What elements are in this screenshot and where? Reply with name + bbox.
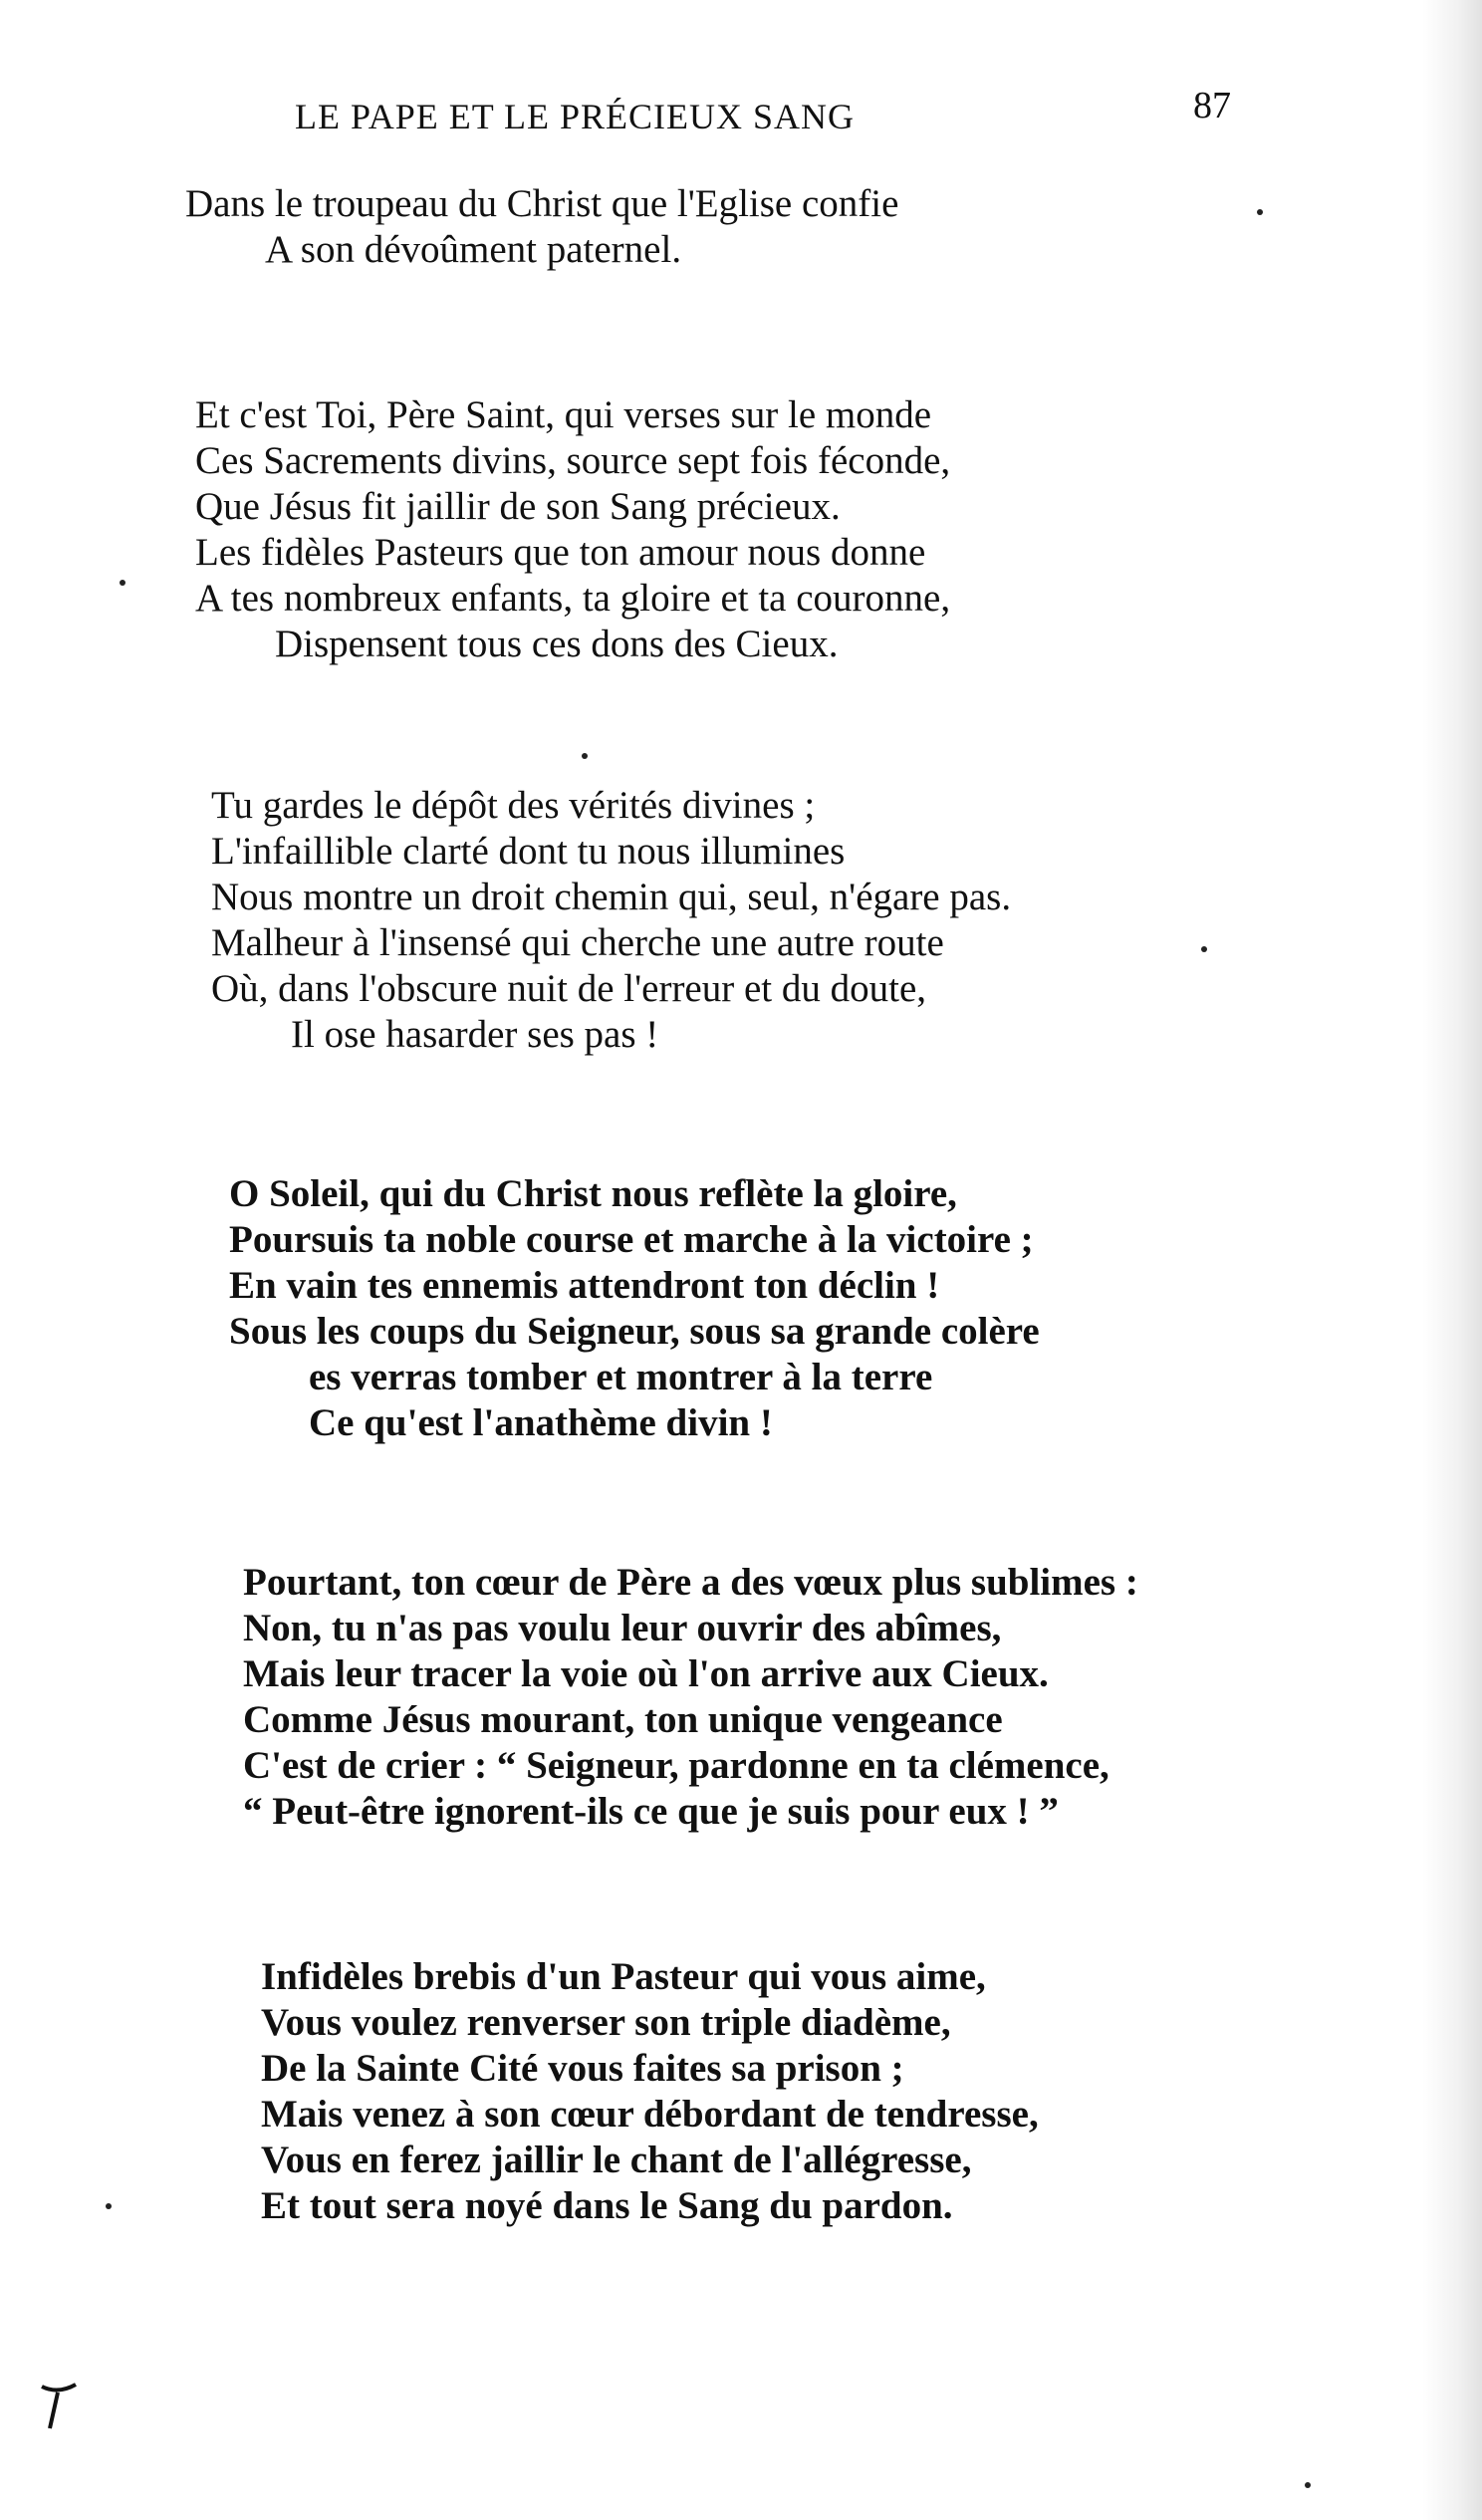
verse-line: Malheur à l'insensé qui cherche une autre route — [211, 921, 944, 964]
verse-line: Ces Sacrements divins, source sept fois féconde, — [195, 439, 951, 482]
scan-mark-icon — [36, 2377, 86, 2436]
stanza-3 — [211, 783, 1011, 1058]
verse-line: De la Sainte Cité vous faites sa prison ; — [261, 2047, 904, 2090]
verse-line: “ Peut-être ignorent-ils ce que je suis pour eux ! ” — [243, 1790, 1059, 1833]
verse-line: es verras tomber et montrer à la terre — [309, 1356, 933, 1398]
scan-speck — [1305, 2482, 1311, 2488]
verse-line: Et c'est Toi, Père Saint, qui verses sur le monde — [195, 393, 932, 436]
running-head-title: LE PAPE ET LE PRÉCIEUX SANG — [295, 97, 856, 136]
scan-speck — [1201, 946, 1207, 952]
verse-line: Où, dans l'obscure nuit de l'erreur et du doute, — [211, 967, 927, 1010]
verse-line: Que Jésus fit jaillir de son Sang précieux. — [195, 485, 841, 528]
scan-edge-shade — [1422, 0, 1482, 2520]
verse-line: Non, tu n'as pas voulu leur ouvrir des abîmes, — [243, 1607, 1002, 1649]
verse-line: Nous montre un droit chemin qui, seul, n'égare pas. — [211, 876, 1012, 918]
verse-line: Poursuis ta noble course et marche à la victoire ; — [229, 1218, 1034, 1261]
scan-speck — [120, 580, 125, 586]
verse-line: C'est de crier : “ Seigneur, pardonne en ta clémence, — [243, 1744, 1110, 1787]
verse-line: A son dévoûment paternel. — [265, 228, 682, 271]
verse-line: Mais leur tracer la voie où l'on arrive aux Cieux. — [243, 1652, 1049, 1695]
stanza-2 — [195, 392, 950, 667]
scan-speck — [106, 2203, 112, 2209]
verse-line: O Soleil, qui du Christ nous reflète la gloire, — [229, 1172, 957, 1215]
verse-line: Sous les coups du Seigneur, sous sa grande colère — [229, 1310, 1040, 1353]
verse-line: Tu gardes le dépôt des vérités divines ; — [211, 784, 816, 827]
scan-speck — [1257, 209, 1263, 215]
verse-line: En vain tes ennemis attendront ton déclin ! — [229, 1264, 940, 1307]
verse-line: Vous voulez renverser son triple diadème, — [261, 2001, 951, 2044]
stanza-4 — [229, 1171, 1040, 1446]
verse-line: Vous en ferez jaillir le chant de l'allégresse, — [261, 2139, 972, 2181]
verse-line: Pourtant, ton cœur de Père a des vœux plus sublimes : — [243, 1561, 1138, 1604]
scan-speck — [582, 753, 588, 759]
verse-line: Ce qu'est l'anathème divin ! — [309, 1401, 773, 1444]
verse-line: Les fidèles Pasteurs que ton amour nous donne — [195, 531, 926, 574]
stanza-1 — [185, 181, 898, 273]
stanza-5 — [243, 1560, 1138, 1835]
verse-line: Comme Jésus mourant, ton unique vengeance — [243, 1698, 1003, 1741]
verse-line: Mais venez à son cœur débordant de tendresse, — [261, 2093, 1039, 2136]
page-number: 87 — [1193, 85, 1231, 126]
verse-line: Dispensent tous ces dons des Cieux. — [275, 623, 839, 665]
verse-line: Infidèles brebis d'un Pasteur qui vous aime, — [261, 1955, 986, 1998]
verse-line: Et tout sera noyé dans le Sang du pardon. — [261, 2184, 953, 2227]
stanza-6 — [261, 1954, 1039, 2229]
verse-line: Dans le troupeau du Christ que l'Eglise confie — [185, 182, 899, 225]
verse-line: L'infaillible clarté dont tu nous illumines — [211, 830, 846, 873]
verse-line: Il ose hasarder ses pas ! — [291, 1013, 659, 1056]
verse-line: A tes nombreux enfants, ta gloire et ta couronne, — [195, 577, 951, 620]
